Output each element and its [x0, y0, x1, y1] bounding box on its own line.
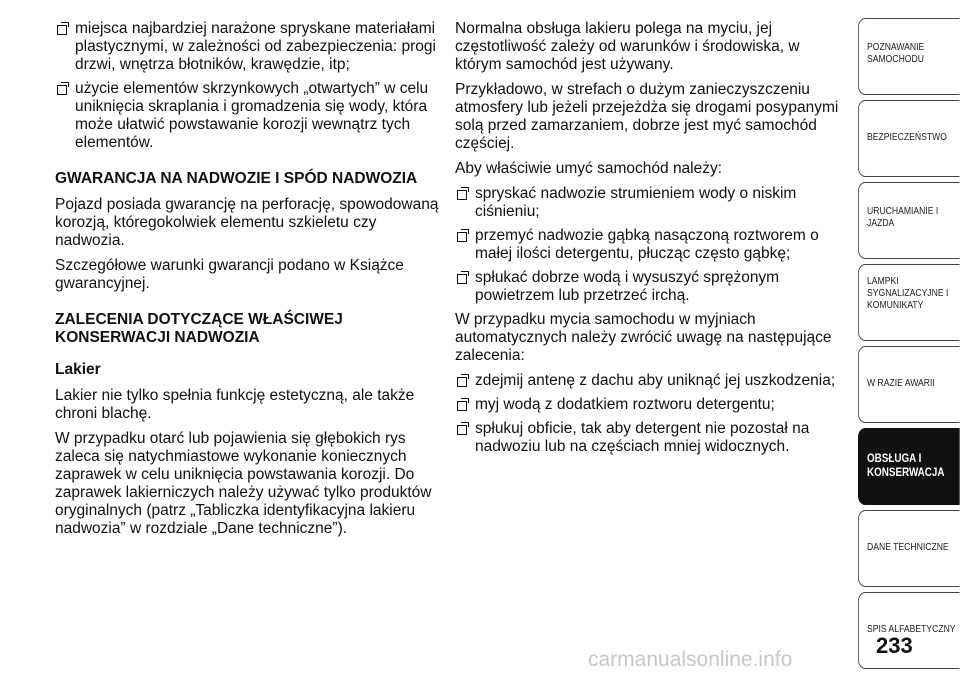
tab-dane-techniczne[interactable]: DANE TECHNICZNE — [858, 510, 960, 587]
tab-uruchamianie-i-jazda[interactable]: URUCHAMIANIE I JAZDA — [858, 182, 960, 259]
right-column — [455, 20, 847, 462]
checkbox-bullet-icon — [457, 425, 467, 435]
list-item: użycie elementów skrzynkowych „otwartych” w celu uniknięcia skraplania i gromadzenia się wody, która może ułatwić powstawanie korozji wewnątrz tych elementów. — [55, 80, 440, 152]
list-item: spłukać dobrze wodą i wysuszyć sprężonym powietrzem lub przetrzeć irchą. — [455, 269, 847, 305]
section-heading: ZALECENIA DOTYCZĄCE WŁAŚCIWEJ KONSERWACJI NADWOZIA — [55, 311, 343, 346]
section-heading: GWARANCJA NA NADWOZIE I SPÓD NADWOZIA — [55, 170, 418, 187]
paragraph: Szczegółowe warunki gwarancji podano w Książce gwarancyjnej. — [55, 257, 404, 292]
chapter-tabs — [858, 18, 960, 674]
tab-spis-alfabetyczny[interactable]: SPIS ALFABETYCZNY — [858, 592, 960, 669]
paragraph: W przypadku otarć lub pojawienia się głębokich rys zaleca się natychmiastowe wykonanie koniecznych zaprawek w celu uniknięcia powstawania korozji. Do zaprawek lakierniczych należy używać tylko produktów oryginalnych (patrz „Tabliczka identyfikacyjna lakieru nadwozia” w rozdziale „Dane techniczne”). — [55, 430, 432, 537]
checkbox-bullet-icon — [457, 377, 467, 387]
list-item: spryskać nadwozie strumieniem wody o niskim ciśnieniu; — [455, 185, 847, 221]
page-number: 233 — [876, 633, 913, 658]
checkbox-bullet-icon — [457, 274, 467, 284]
tab-poznawanie-samochodu[interactable]: POZNAWANIE SAMOCHODU — [858, 18, 960, 95]
list-item: myj wodą z dodatkiem roztworu detergentu; — [455, 396, 847, 414]
tab-w-razie-awarii[interactable]: W RAZIE AWARII — [858, 346, 960, 423]
checkbox-bullet-icon — [57, 85, 67, 95]
paragraph: Aby właściwie umyć samochód należy: — [455, 160, 723, 177]
watermark: carmanualsonline.info — [588, 648, 793, 671]
paragraph: Przykładowo, w strefach o dużym zanieczyszczeniu atmosfery lub jeżeli przejeżdża się drogami posypanymi solą przed zamarzaniem, dobrze jest myć samochód częściej. — [455, 81, 839, 152]
paragraph: W przypadku mycia samochodu w myjniach automatycznych należy zwrócić uwagę na następujące zalecenia: — [455, 311, 832, 364]
tab-lampki-sygnalizacyjne[interactable]: LAMPKI SYGNALIZACYJNE I KOMUNIKATY — [858, 264, 960, 341]
tab-obsluga-i-konserwacja[interactable]: OBSŁUGA I KONSERWACJA — [858, 428, 960, 505]
list-item: spłukuj obficie, tak aby detergent nie pozostał na nadwoziu lub na częściach mniej widocznych. — [455, 420, 847, 456]
tab-bezpieczenstwo[interactable]: BEZPIECZEŃSTWO — [858, 100, 960, 177]
list-item: zdejmij antenę z dachu aby uniknąć jej uszkodzenia; — [455, 372, 847, 390]
list-item: przemyć nadwozie gąbką nasączoną roztworem o małej ilości detergentu, płucząc często gąbkę; — [455, 227, 847, 263]
checkbox-bullet-icon — [57, 25, 67, 35]
paragraph: Lakier nie tylko spełnia funkcję estetyczną, ale także chroni blachę. — [55, 387, 415, 422]
checkbox-bullet-icon — [457, 401, 467, 411]
checkbox-bullet-icon — [457, 190, 467, 200]
left-column — [55, 20, 440, 545]
paragraph: Pojazd posiada gwarancję na perforację, spowodowaną korozją, któregokolwiek elementu szkieletu czy nadwozia. — [55, 196, 439, 249]
subheading: Lakier — [55, 361, 101, 378]
paragraph: Normalna obsługa lakieru polega na myciu, jej częstotliwość zależy od warunków i środowiska, w którym samochód jest używany. — [455, 20, 800, 73]
list-item: miejsca najbardziej narażone spryskane materiałami plastycznymi, w zależności od zabezpieczenia: progi drzwi, wnętrza błotników, krawędzie, itp; — [55, 20, 440, 74]
checkbox-bullet-icon — [457, 232, 467, 242]
